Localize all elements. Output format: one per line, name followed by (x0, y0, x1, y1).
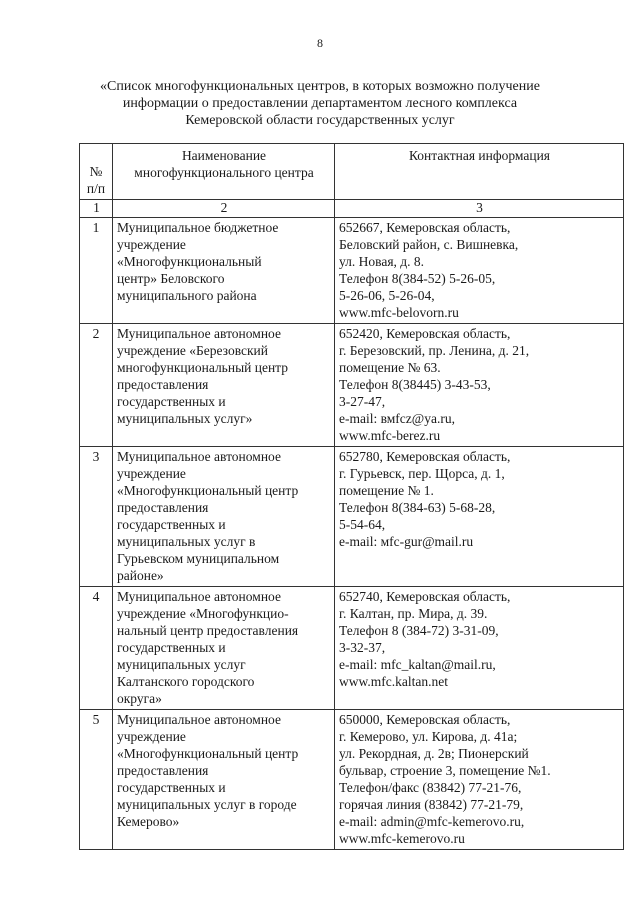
center-name-line: Муниципальное автономное (117, 712, 281, 727)
center-name-line: муниципальных услуг в городе (117, 797, 297, 812)
contact-line: горячая линия (83842) 77-21-79, (339, 797, 524, 812)
center-name (113, 587, 335, 710)
contact-info (335, 710, 624, 850)
center-name-line: учреждение (117, 466, 186, 481)
contact-line: Беловский район, с. Вишневка, (339, 237, 519, 252)
contact-line: www.mfc-belovorn.ru (339, 305, 459, 320)
center-name-line: Муниципальное автономное (117, 589, 281, 604)
page-number: 8 (317, 36, 323, 50)
contact-line: 652667, Кемеровская область, (339, 220, 511, 235)
header-contact-line: Контактная информация (408, 148, 551, 163)
center-name-line: предоставления (117, 377, 209, 392)
column-number: 1 (80, 200, 113, 218)
title-line: «Список многофункциональных центров, в которых возможно получение (100, 79, 540, 94)
column-number: 2 (113, 200, 335, 218)
center-name-line: округа» (117, 691, 162, 706)
center-name (113, 324, 335, 447)
contact-line: 5-54-64, (339, 517, 386, 532)
contact-info (335, 324, 624, 447)
title-line: информации о предоставлении департаментом лесного комплекса (122, 96, 518, 111)
contact-line: e-mail: мfc-gur@mail.ru (339, 534, 474, 549)
center-name-line: «Многофункциональный (117, 254, 262, 269)
contact-line: www.mfc-berez.ru (339, 428, 441, 443)
contact-line: 652420, Кемеровская область, (339, 326, 511, 341)
contact-line: 3-27-47, (339, 394, 386, 409)
contact-line: помещение № 1. (339, 483, 434, 498)
contact-line: г. Калтан, пр. Мира, д. 39. (339, 606, 488, 621)
contact-line: www.mfc-kemerovo.ru (339, 831, 465, 846)
contact-line: г. Гурьевск, пер. Щорса, д. 1, (339, 466, 505, 481)
header-contact (335, 144, 624, 200)
center-name-line: муниципальных услуг» (117, 411, 253, 426)
contact-line: 650000, Кемеровская область, (339, 712, 511, 727)
contact-info (335, 587, 624, 710)
center-name-line: учреждение (117, 237, 186, 252)
header-number-line: № (89, 164, 103, 179)
contact-line: г. Березовский, пр. Ленина, д. 21, (339, 343, 530, 358)
row-number: 4 (80, 587, 113, 710)
center-name (113, 710, 335, 850)
center-name-line: нальный центр предоставления (117, 623, 299, 638)
row-number: 5 (80, 710, 113, 850)
center-name-line: муниципальных услуг (117, 657, 246, 672)
contact-line: ул. Рекордная, д. 2в; Пионерский (339, 746, 529, 761)
column-number-row (80, 200, 624, 218)
column-number: 3 (335, 200, 624, 218)
center-name-line: государственных и (117, 640, 226, 655)
center-name (113, 447, 335, 587)
table-row (80, 587, 624, 710)
header-number (80, 144, 113, 200)
table-row (80, 324, 624, 447)
table-row (80, 218, 624, 324)
center-name-line: Гурьевском муниципальном (117, 551, 280, 566)
header-name-line: многофункционального центра (134, 165, 314, 180)
contact-line: 3-32-37, (339, 640, 386, 655)
contact-line: e-mail: mfc_kaltan@mail.ru, (339, 657, 496, 672)
contact-line: e-mail: admin@mfc-kemerovo.ru, (339, 814, 525, 829)
center-name-line: «Многофункциональный центр (117, 483, 299, 498)
row-number: 2 (80, 324, 113, 447)
table-row (80, 710, 624, 850)
header-name (113, 144, 335, 200)
title-line: Кемеровской области государственных услуг (185, 113, 455, 128)
contact-line: Телефон 8(384-63) 5-68-28, (339, 500, 496, 515)
document-title (60, 78, 580, 129)
contact-line: Телефон 8(384-52) 5-26-05, (339, 271, 496, 286)
center-name-line: Муниципальное автономное (117, 449, 281, 464)
contact-line: Телефон 8 (384-72) 3-31-09, (339, 623, 499, 638)
contact-line: 652780, Кемеровская область, (339, 449, 511, 464)
center-name-line: муниципальных услуг в (117, 534, 256, 549)
center-name-line: Муниципальное автономное (117, 326, 281, 341)
center-name-line: многофункциональный центр (117, 360, 288, 375)
table-header-row (80, 144, 624, 200)
header-name-line: Наименование (181, 148, 267, 163)
center-name-line: предоставления (117, 500, 209, 515)
mfc-table (79, 143, 624, 850)
table-row (80, 447, 624, 587)
center-name-line: районе» (117, 568, 164, 583)
header-number-line: п/п (86, 181, 106, 196)
center-name (113, 218, 335, 324)
center-name-line: государственных и (117, 517, 226, 532)
contact-line: 5-26-06, 5-26-04, (339, 288, 435, 303)
center-name-line: учреждение «Многофункцио- (117, 606, 289, 621)
contact-line: www.mfc.kaltan.net (339, 674, 448, 689)
center-name-line: учреждение (117, 729, 186, 744)
contact-line: помещение № 63. (339, 360, 441, 375)
center-name-line: центр» Беловского (117, 271, 225, 286)
center-name-line: Калтанского городского (117, 674, 255, 689)
row-number: 3 (80, 447, 113, 587)
contact-info (335, 447, 624, 587)
row-number: 1 (80, 218, 113, 324)
contact-line: 652740, Кемеровская область, (339, 589, 511, 604)
contact-line: бульвар, строение 3, помещение №1. (339, 763, 551, 778)
center-name-line: учреждение «Березовский (117, 343, 268, 358)
center-name-line: Кемерово» (117, 814, 180, 829)
contact-line: Телефон 8(38445) 3-43-53, (339, 377, 491, 392)
center-name-line: муниципального района (117, 288, 257, 303)
contact-line: e-mail: вмfcz@ya.ru, (339, 411, 455, 426)
center-name-line: государственных и (117, 780, 226, 795)
contact-line: г. Кемерово, ул. Кирова, д. 41а; (339, 729, 518, 744)
contact-line: Телефон/факс (83842) 77-21-76, (339, 780, 522, 795)
center-name-line: государственных и (117, 394, 226, 409)
center-name-line: предоставления (117, 763, 209, 778)
contact-info (335, 218, 624, 324)
contact-line: ул. Новая, д. 8. (339, 254, 425, 269)
center-name-line: «Многофункциональный центр (117, 746, 299, 761)
center-name-line: Муниципальное бюджетное (117, 220, 279, 235)
